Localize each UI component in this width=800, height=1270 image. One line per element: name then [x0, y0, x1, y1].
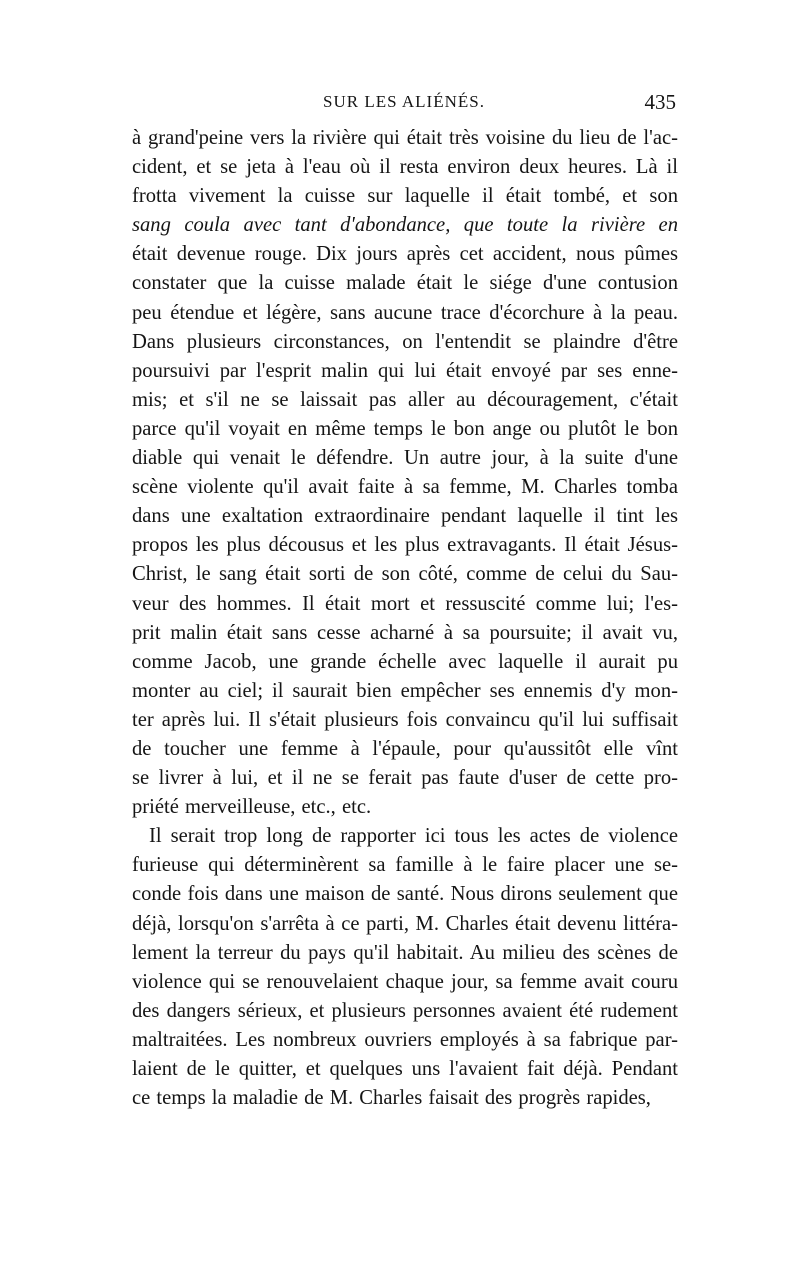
text-line: Il serait trop long de rapporter ici tous les actes de violence	[149, 825, 678, 848]
text-line: parce qu'il voyait en même temps le bon ange ou plutôt le bon	[132, 417, 678, 440]
text-line: ter après lui. Il s'était plusieurs fois convaincu qu'il lui suffisait	[132, 708, 678, 731]
text-line: mis; et s'il ne se laissait pas aller au découragement, c'était	[132, 388, 678, 411]
text-line: propos les plus décousus et les plus extravagants. Il était Jésus-	[132, 534, 678, 557]
text-line: peu étendue et légère, sans aucune trace d'écorchure à la peau.	[132, 301, 678, 324]
running-title: SUR LES ALIÉNÉS.	[323, 92, 485, 111]
text-line: Dans plusieurs circonstances, on l'entendit se plaindre d'être	[132, 330, 678, 353]
text-line: priété merveilleuse, etc., etc.	[132, 796, 372, 819]
text-line: constater que la cuisse malade était le siége d'une contusion	[132, 272, 678, 295]
text-line: cident, et se jeta à l'eau où il resta environ deux heures. Là il	[132, 156, 678, 179]
text-line: monter au ciel; il saurait bien empêcher ses ennemis d'y mon-	[132, 679, 678, 702]
text-line: à grand'peine vers la rivière qui était très voisine du lieu de l'ac-	[132, 127, 678, 149]
text-line: veur des hommes. Il était mort et ressuscité comme lui; l'es-	[132, 592, 678, 615]
text-line: conde fois dans une maison de santé. Nous dirons seulement que	[132, 883, 678, 906]
text-line: Christ, le sang était sorti de son côté, comme de celui du Sau-	[132, 563, 678, 586]
text-line: dans une exaltation extraordinaire pendant laquelle il tint les	[132, 505, 678, 528]
running-header	[132, 92, 676, 116]
text-line: violence qui se renouvelaient chaque jour, sa femme avait couru	[132, 970, 678, 993]
text-line: maltraitées. Les nombreux ouvriers employés à sa fabrique par-	[132, 1028, 678, 1051]
text-line: des dangers sérieux, et plusieurs personnes avaient été rudement	[132, 999, 678, 1022]
text-line: se livrer à lui, et il ne se ferait pas faute d'user de cette pro-	[132, 767, 678, 790]
text-line: furieuse qui déterminèrent sa famille à le faire placer une se-	[132, 854, 678, 877]
text-line: poursuivi par l'esprit malin qui lui était envoyé par ses enne-	[132, 359, 678, 382]
paragraph-2	[132, 822, 678, 1113]
text-line: déjà, lorsqu'on s'arrêta à ce parti, M. Charles était devenu littéra-	[132, 912, 678, 935]
text-line: diable qui venait le défendre. Un autre jour, à la suite d'une	[132, 447, 678, 470]
text-line: prit malin était sans cesse acharné à sa poursuite; il avait vu,	[132, 621, 678, 644]
text-line: scène violente qu'il avait faite à sa femme, M. Charles tomba	[132, 476, 678, 499]
text-line: était devenue rouge. Dix jours après cet accident, nous pûmes	[132, 243, 678, 266]
text-line: comme Jacob, une grande échelle avec laquelle il aurait pu	[132, 650, 678, 673]
text-line: frotta vivement la cuisse sur laquelle il était tombé, et son	[132, 185, 678, 208]
text-line: lement la terreur du pays qu'il habitait. Au milieu des scènes de	[132, 941, 678, 964]
paragraph-1	[132, 124, 678, 822]
page-number: 435	[644, 90, 676, 114]
body-text	[132, 124, 678, 1113]
text-line: laient de le quitter, et quelques uns l'avaient fait déjà. Pendant	[132, 1058, 678, 1080]
text-line: de toucher une femme à l'épaule, pour qu'aussitôt elle vînt	[132, 737, 678, 760]
text-line: ce temps la maladie de M. Charles faisait des progrès rapides,	[132, 1087, 651, 1110]
text-line-italic: sang coula avec tant d'abondance, que toute la rivière en	[132, 214, 678, 237]
